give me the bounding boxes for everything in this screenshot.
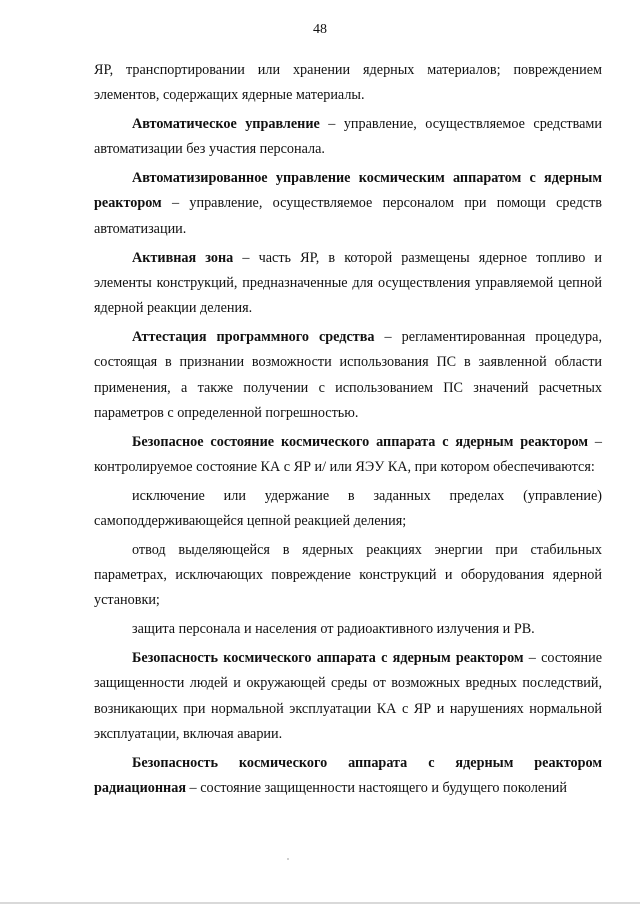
term-heading: Аттестация программного средства [132, 328, 375, 345]
list-item-reaction-control [94, 484, 602, 535]
list-item-heat-removal [94, 538, 602, 614]
definition-text: – регламентированная процедура, состоящая в признании возможности использования ПС в заявленной области применения, а также получении с использованием ПС значений расчетных параметров с определенной погрешностью. [94, 328, 603, 421]
page-number: 48 [313, 22, 327, 37]
list-item-text: отвод выделяющейся в ядерных реакциях энергии при стабильных параметрах, исключающих повреждение конструкций и оборудования ядерной установки; [94, 541, 602, 609]
definition-active-zone [94, 246, 602, 322]
definition-safety [94, 646, 602, 747]
scan-artifact [287, 858, 289, 860]
definition-text: – управление, осуществляемое персоналом при помощи средств автоматизации. [94, 195, 602, 237]
term-heading: Активная зона [132, 249, 234, 266]
page-bottom-edge [0, 902, 640, 904]
definition-software-attestation [94, 325, 602, 426]
definition-text: – состояние защищенности людей и окружающей среды от возможных вредных последствий, возникающих при нормальной эксплуатации КА с ЯР и нарушениях нормальной эксплуатации, включая аварии. [94, 650, 603, 742]
term-heading: Автоматизированное управление космическим аппаратом с ядерным реактором [94, 170, 602, 212]
term-heading: Безопасность космического аппарата с ядерным реактором [132, 650, 524, 667]
definition-text: – контролируемое состояние КА с ЯР и/ или ЯЭУ КА, при котором обеспечиваются: [94, 433, 603, 475]
page-body [94, 58, 602, 805]
paragraph-continuation [94, 58, 602, 109]
definition-text: – состояние защищенности настоящего и будущего поколений [186, 780, 567, 797]
definition-automatic-control [94, 112, 602, 163]
definition-radiation-safety [94, 751, 602, 802]
term-heading: Безопасное состояние космического аппарата с ядерным реактором [132, 433, 588, 450]
term-heading: Безопасность космического аппарата с ядерным реактором радиационная [94, 754, 602, 797]
list-item-text: исключение или удержание в заданных пределах (управление) самоподдерживающейся цепной реакцией деления; [94, 487, 602, 530]
definition-text: – часть ЯР, в которой размещены ядерное топливо и элементы конструкций, предназначенные для осуществления управляемой цепной ядерной реакции деления. [94, 249, 602, 317]
term-heading: Автоматическое управление [132, 116, 320, 133]
paragraph-text: ЯР, транспортировании или хранении ядерных материалов; повреждением элементов, содержащих ядерные материалы. [94, 62, 602, 104]
list-item-radiation-protection [94, 617, 602, 642]
definition-safe-state [94, 430, 602, 481]
definition-automated-control [94, 166, 602, 242]
list-item-text: защита персонала и населения от радиоактивного излучения и РВ. [132, 621, 535, 638]
definition-text: – управление, осуществляемое средствами автоматизации без участия персонала. [94, 116, 602, 158]
